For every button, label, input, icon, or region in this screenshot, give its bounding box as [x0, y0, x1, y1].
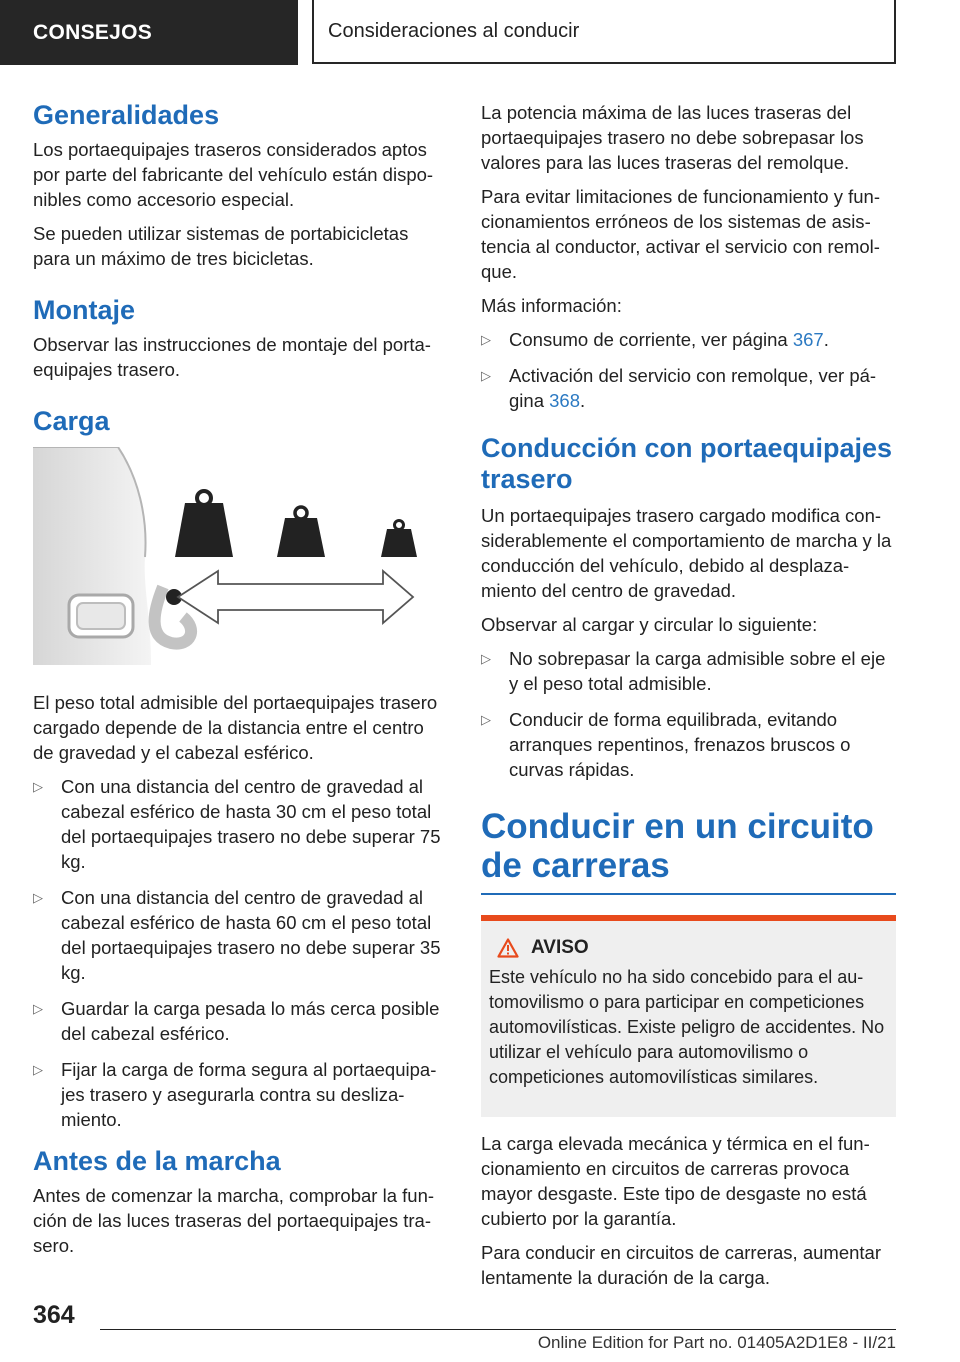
list-item: ▷ Con una distancia del centro de gravedad al cabezal esférico de hasta 60 cm el peso total del portaequipajes trasero no debe superar 35 kg.	[33, 887, 441, 984]
bullet-triangle-icon: ▷	[33, 1062, 43, 1078]
paragraph: El peso total admisible del portaequipajes trasero cargado depende de la distancia entre el centro de gravedad y el cabezal esférico.	[33, 692, 438, 764]
heading-generalidades: Generalidades	[33, 100, 220, 130]
paragraph: Observar las instrucciones de montaje del portaequipajes trasero.	[33, 334, 431, 381]
chapter-label: CONSEJOS	[33, 20, 153, 44]
bullet-triangle-icon: ▷	[481, 651, 491, 667]
paragraph: Se pueden utilizar sistemas de portabicicletas para un máximo de tres bicicletas.	[33, 223, 409, 270]
list-item: ▷ Conducir de forma equilibrada, evitando arranques repentinos, frenazos bruscos o curvas rápidas.	[481, 709, 851, 781]
paragraph: Para conducir en circuitos de carreras, aumentar lentamente la duración de la carga.	[481, 1242, 881, 1289]
section-antes	[33, 1146, 448, 1258]
heading-conduccion: Conducción con portaequipajes trasero	[481, 433, 893, 495]
heading-circuito: Conducir en un circuito de carreras	[481, 808, 896, 895]
heading-antes: Antes de la marcha	[33, 1146, 281, 1177]
right-column	[481, 100, 896, 1299]
paragraph: Antes de comenzar la marcha, comprobar la función de las luces traseras del portaequipajes trasero.	[33, 1185, 435, 1257]
bullet-triangle-icon: ▷	[33, 890, 43, 906]
list-item: ▷ Con una distancia del centro de gravedad al cabezal esférico de hasta 30 cm el peso total del portaequipajes trasero no debe superar 75 kg.	[33, 776, 441, 873]
paragraph: Observar al cargar y circular lo siguiente:	[481, 614, 818, 636]
edition-text: Online Edition for Part no. 01405A2D1E8 - II/21	[537, 1333, 896, 1352]
paragraph: Más información:	[481, 295, 622, 316]
section-generalidades	[33, 100, 448, 271]
carga-bullet-list	[33, 774, 448, 1132]
page-link-368[interactable]: 368	[549, 390, 580, 411]
paragraph: Para evitar limitaciones de funcionamiento y funcionamientos erróneos de los sistemas de asistencia al conductor, activar el servicio con remolque.	[481, 186, 880, 282]
list-item: ▷ Activación del servicio con remolque, ver página 368.	[481, 365, 877, 411]
left-column	[33, 100, 448, 1267]
page-number: 364	[33, 1301, 75, 1329]
section-circuito	[481, 808, 896, 1290]
paragraph: La potencia máxima de las luces traseras del portaequipajes trasero no debe sobrepasar los valores para las luces traseras del remolque.	[481, 102, 864, 173]
paragraph: Los portaequipajes traseros considerados aptos por parte del fabricante del vehículo están disponibles como accesorio especial.	[33, 139, 434, 211]
bullet-triangle-icon: ▷	[33, 779, 43, 795]
paragraph: Un portaequipajes trasero cargado modifica considerablemente el comportamiento de marcha y la conducción del vehículo, debido al desplazamiento del centro de gravedad.	[481, 505, 892, 602]
footer-divider	[100, 1329, 896, 1330]
bullet-triangle-icon: ▷	[481, 712, 491, 728]
load-distance-illustration	[33, 447, 448, 665]
paragraph: La carga elevada mecánica y térmica en el funcionamiento en circuitos de carreras provoca mayor desgaste. Este tipo de desgaste no está cubierto por la garantía.	[481, 1133, 870, 1230]
section-conduccion	[481, 433, 896, 782]
chapter-tab	[0, 0, 298, 65]
list-item: ▷ Fijar la carga de forma segura al portaequipajes trasero y asegurarla contra su deslizamiento.	[33, 1059, 437, 1131]
bullet-triangle-icon: ▷	[481, 332, 491, 347]
list-item: ▷ No sobrepasar la carga admisible sobre el eje y el peso total admisible.	[481, 648, 886, 695]
section-carga	[33, 406, 448, 1132]
warning-header	[489, 937, 888, 959]
section-montaje	[33, 295, 448, 382]
section-header	[312, 0, 896, 64]
conduccion-bullet-list	[481, 646, 896, 782]
list-item: ▷ Guardar la carga pesada lo más cerca posible del cabezal esférico.	[33, 998, 440, 1045]
bullet-triangle-icon: ▷	[33, 1001, 43, 1017]
section-title: Consideraciones al conducir	[328, 19, 580, 42]
info-bullet-list	[481, 327, 896, 413]
warning-title: AVISO	[531, 937, 589, 959]
page-link-367[interactable]: 367	[792, 329, 824, 350]
warning-box	[481, 915, 896, 1117]
heading-montaje: Montaje	[33, 295, 136, 326]
list-item: ▷ Consumo de corriente, ver página 367.	[481, 329, 829, 350]
warning-triangle-icon	[497, 938, 519, 958]
warning-text: Este vehículo no ha sido concebido para el automovilismo o para participar en competiciones automovilísticas. Existe peligro de accidentes. No utilizar el vehículo para automovilismo o competiciones automovilísticas similares.	[489, 967, 885, 1088]
bullet-triangle-icon: ▷	[481, 368, 491, 383]
heading-carga: Carga	[33, 406, 110, 437]
